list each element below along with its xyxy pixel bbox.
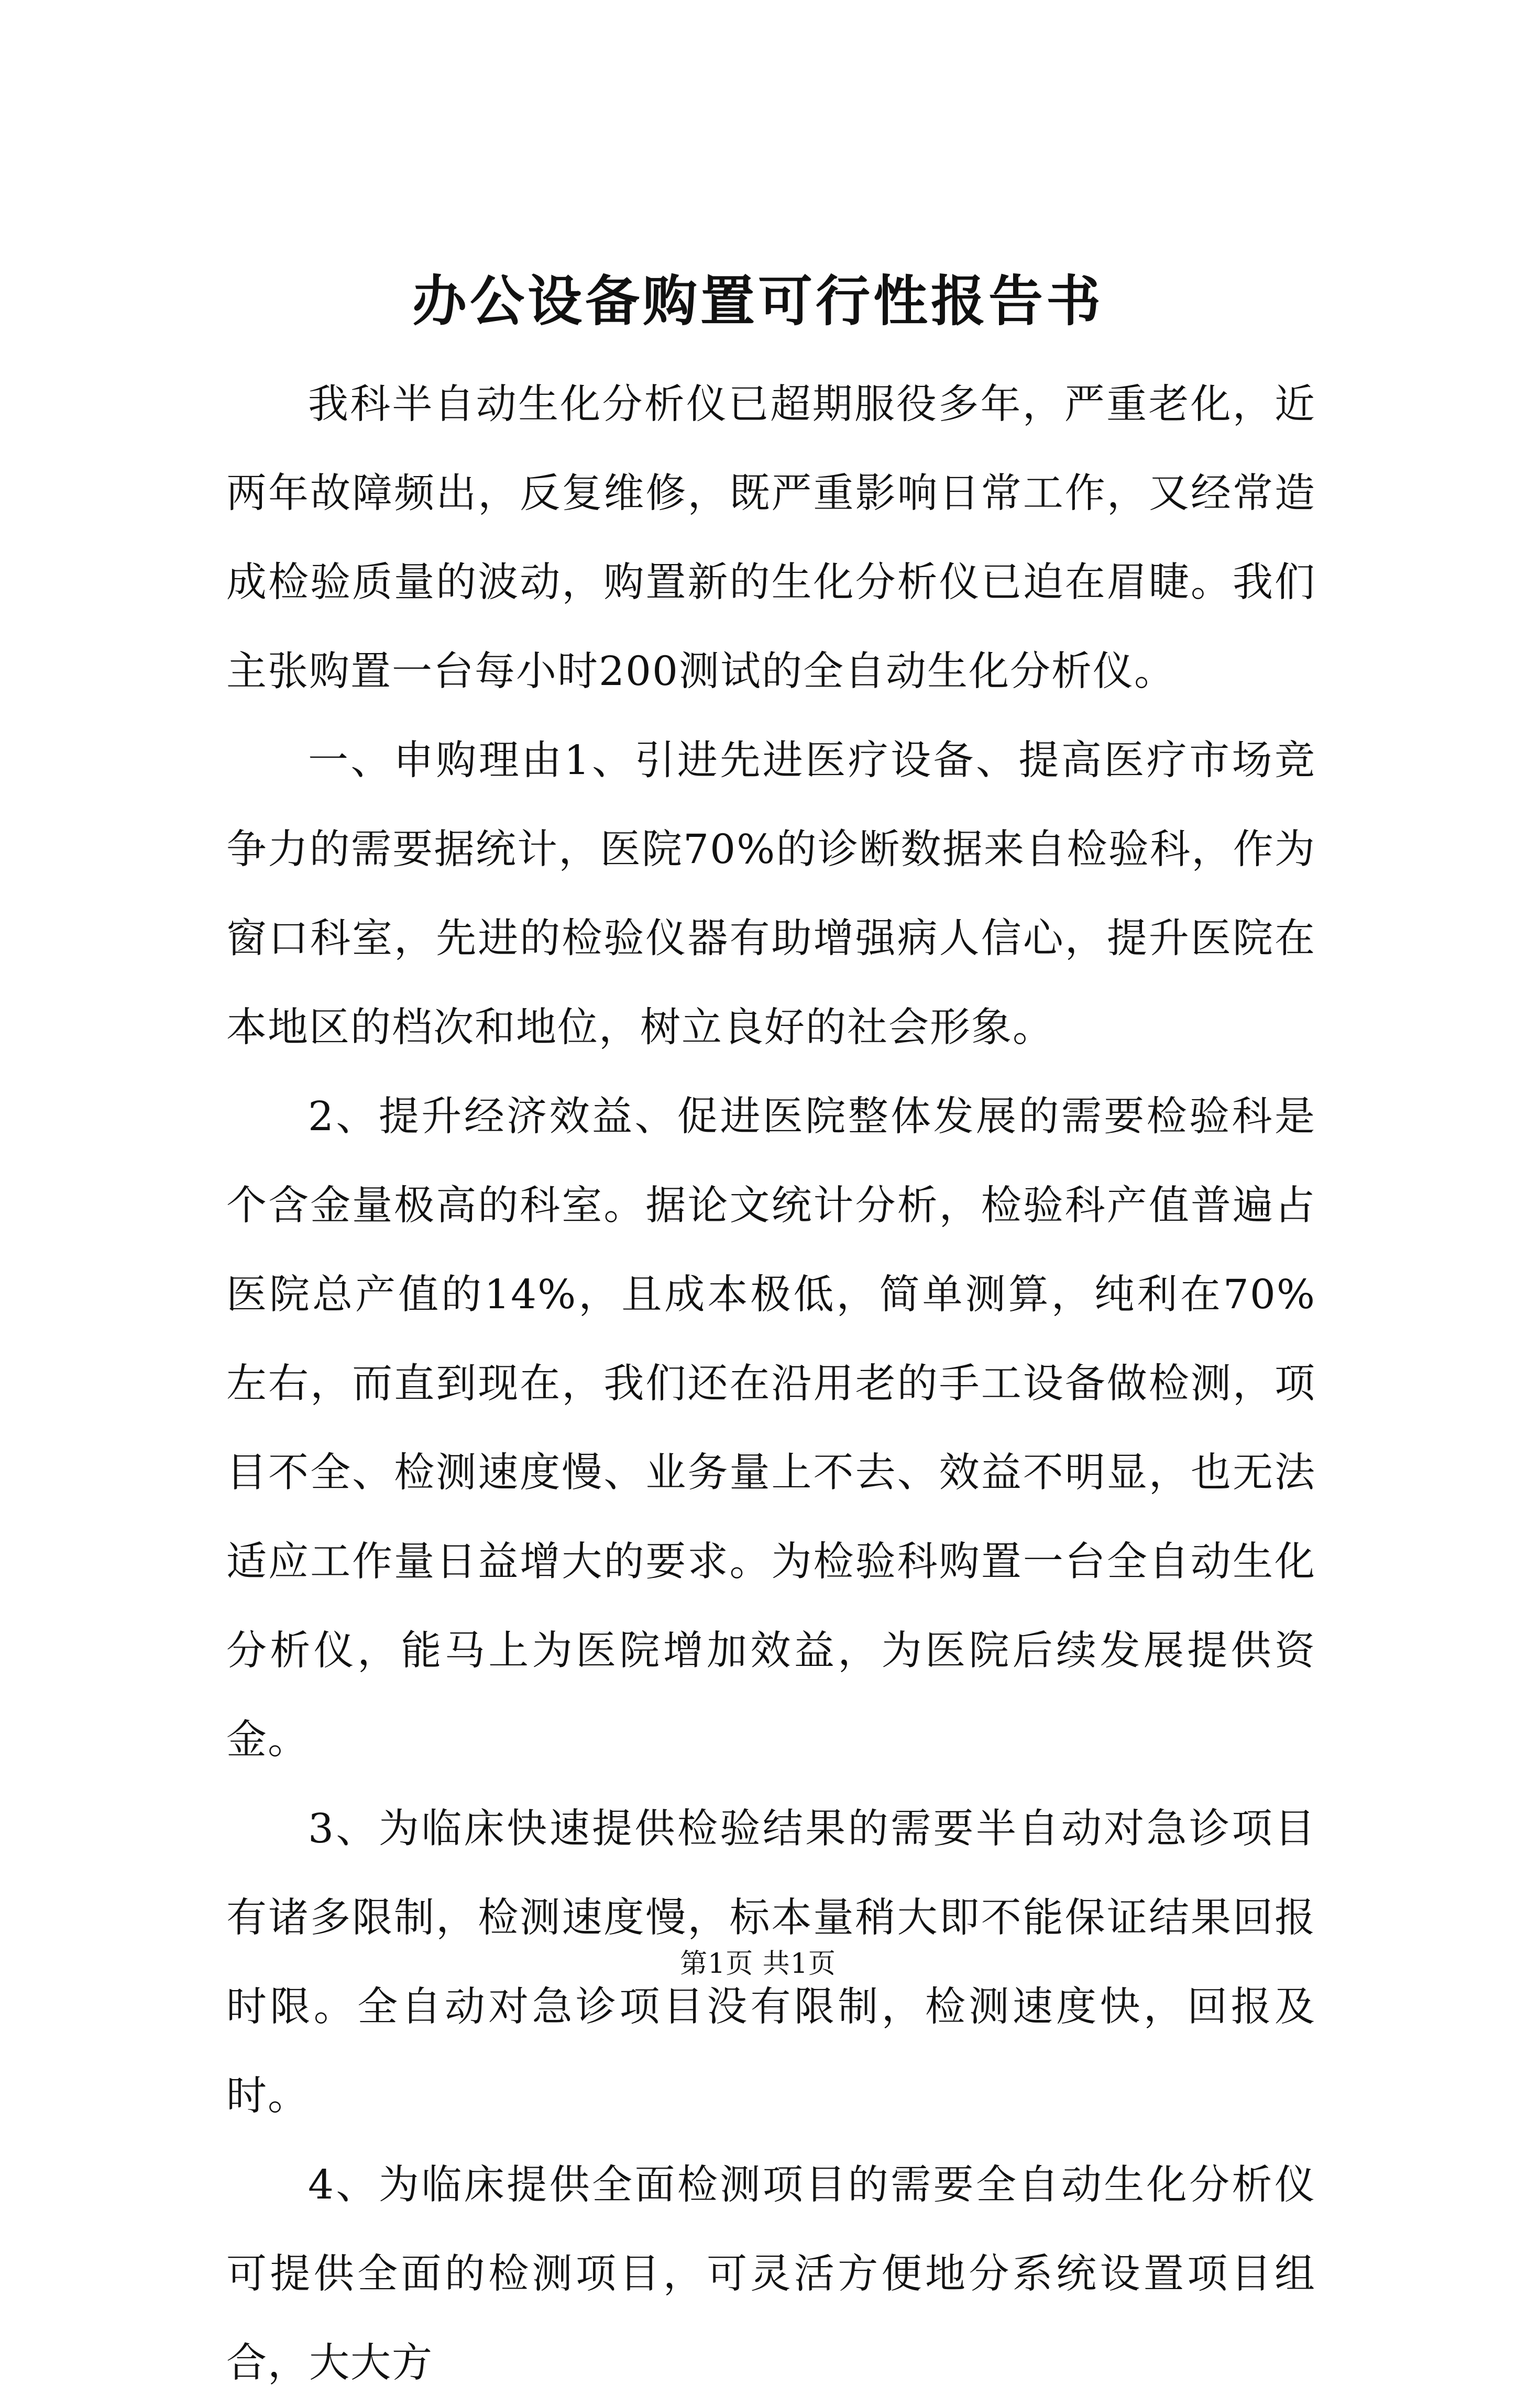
document-body — [226, 360, 1316, 2408]
document-title: 办公设备购置可行性报告书 — [412, 269, 1104, 333]
page-footer: 第1页 共1页 — [680, 1948, 836, 1980]
paragraph-reason-1: 一、申购理由1、引进先进医疗设备、提高医疗市场竞争力的需要据统计，医院70%的诊断数据来自检验科，作为窗口科室，先进的检验仪器有助增强病人信心，提升医院在本地区的档次和地位，树立良好的社会形象。 — [226, 737, 1316, 1051]
paragraph-reason-4: 4、为临床提供全面检测项目的需要全自动生化分析仪可提供全面的检测项目，可灵活方便地分系统设置项目组合，大大方 — [226, 2162, 1316, 2387]
paragraph-reason-2: 2、提升经济效益、促进医院整体发展的需要检验科是个含金量极高的科室。据论文统计分析，检验科产值普遍占医院总产值的14%，且成本极低，简单测算，纯利在70%左右，而直到现在，我们还在沿用老的手工设备做检测，项目不全、检测速度慢、业务量上不去、效益不明显，也无法适应工作量日益增大的要求。为检验科购置一台全自动生化分析仪，能马上为医院增加效益，为医院后续发展提供资金。 — [226, 1093, 1316, 1763]
paragraph-reason-3: 3、为临床快速提供检验结果的需要半自动对急诊项目有诸多限制，检测速度慢，标本量稍大即不能保证结果回报时限。全自动对急诊项目没有限制，检测速度快，回报及时。 — [226, 1806, 1316, 2119]
paragraph-intro: 我科半自动生化分析仪已超期服役多年，严重老化，近两年故障频出，反复维修，既严重影响日常工作，又经常造成检验质量的波动，购置新的生化分析仪已迫在眉睫。我们主张购置一台每小时200测试的全自动生化分析仪。 — [226, 381, 1316, 695]
